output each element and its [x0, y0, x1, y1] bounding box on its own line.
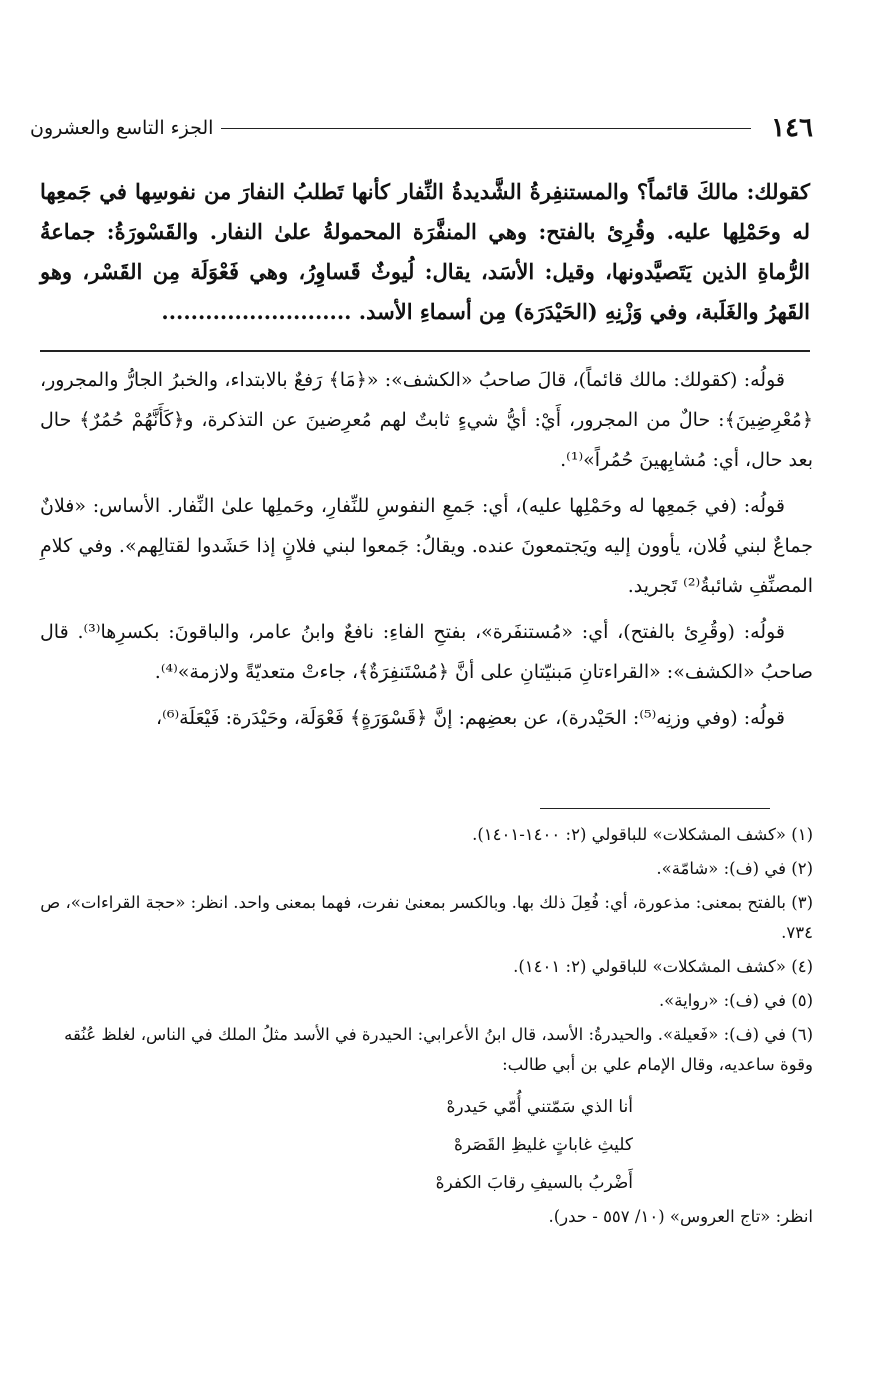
header-rule: [221, 128, 751, 129]
commentary-paragraph-3: قولُه: (وقُرِئ بالفتح)، أي: «مُستنفَرة»، بفتحِ الفاءِ: نافعٌ وابنُ عامر، والباقونَ: بكسرِها⁽³⁾. قال صاحبُ «الكشف»: «القراءتانِ مَبنيّتانِ على أنَّ ﴿مُسْتَنفِرَةٌ﴾، جاءتْ متعديّةً ولازمة»⁽⁴⁾.: [40, 621, 813, 683]
commentary-block: [40, 360, 813, 744]
footnote-6: (٦) في (ف): «فَعيلة». والحيدرةُ: الأسد، قال ابنُ الأعرابي: الحيدرة في الأسد مثلُ الملك في الناس، لغلظ عُنُقه وقوة ساعديه، وقال الإمام علي بن أبي طالب:: [64, 1025, 813, 1074]
footnotes-block: [40, 820, 813, 1232]
main-text-paragraph: كقولك: مالكَ قائماً؟ والمستنفِرةُ الشَّديدةُ النِّفار كأنها تَطلبُ النفارَ من نفوسِها في جَمعِها له وحَمْلِها عليه. وقُرِئ بالفتح: وهي المنفَّرَة المحمولةُ علىٰ النفار. والقَسْورَةُ: جماعةُ الرُّماةِ الذين يَتَصيَّدونها، وقيل: الأسَد، يقال: لُيوثٌ قَساوِرُ، وهي فَعْوَلَة مِن القَسْر، وهو القَهرُ والغَلَبة، وفي وَزْنِهِ (الحَيْدَرَة) مِن أسماءِ الأسد. ..........................: [40, 179, 810, 324]
page-number: ١٤٦: [771, 113, 813, 143]
poem-line-1: أنا الذي سَمّتني أُمّي حَيدرهْ: [446, 1097, 633, 1117]
footnote-1: (١) «كشف المشكلات» للباقولي (٢: ١٤٠٠-١٤٠١).: [472, 825, 813, 844]
footnote-4: (٤) «كشف المشكلات» للباقولي (٢: ١٤٠١).: [513, 957, 813, 976]
commentary-paragraph-1: قولُه: (كقولك: مالك قائماً)، قالَ صاحبُ «الكشف»: «﴿مَا﴾ رَفعٌ بالابتداء، والخبرُ الجارُّ والمجرور، ﴿مُعْرِضِينَ﴾: حالٌ من المجرور، أَيْ: أيُّ شيءٍ ثابتٌ لهم مُعرِضينَ عن التذكرة، و﴿كَأَنَّهُمْ حُمُرٌ﴾ حال بعد حال، أي: مُشابِهينَ حُمُراً»⁽¹⁾.: [40, 369, 813, 471]
running-title: الجزء التاسع والعشرون: [30, 117, 214, 139]
poem-verses: [40, 1088, 633, 1202]
footnote-3: (٣) بالفتح بمعنى: مذعورة، أي: فُعِلَ ذلك بها. وبالكسر بمعنىٰ نفرت، فهما بمعنى واحد. انظر: «حجة القراءات»، ص ٧٣٤.: [40, 893, 813, 942]
page-header: [30, 108, 813, 148]
poem-line-2: كليثِ غاباتٍ غليظِ القَصَرهْ: [453, 1135, 633, 1155]
footnote-5: (٥) في (ف): «رواية».: [658, 991, 813, 1010]
footnote-divider: [540, 808, 770, 809]
main-text-block: [40, 172, 810, 332]
footnote-2: (٢) في (ف): «شامّة».: [656, 859, 813, 878]
section-divider: [40, 350, 810, 352]
commentary-paragraph-4: قولُه: (وفي وزنِه⁽⁵⁾: الحَيْدرة)، عن بعضِهم: إنَّ ﴿قَسْوَرَةٍ﴾ فَعْوَلَة، وحَيْدَرة: فَيْعَلَة⁽⁶⁾،: [156, 707, 785, 729]
poem-reference: انظر: «تاج العروس» (١٠/ ٥٥٧ - حدر).: [548, 1207, 813, 1226]
poem-line-3: أَضْربُ بالسيفِ رقابَ الكفرهْ: [435, 1173, 633, 1193]
commentary-paragraph-2: قولُه: (في جَمعِها له وحَمْلِها عليه)، أي: جَمعِ النفوسِ للنِّفارِ، وحَملِها علىٰ النِّفار. الأساس: «فلانٌ جماعٌ لبني فُلان، يأوون إليه ويَجتمعونَ عنده. ويقالُ: جَمعوا لبني فلانٍ إذا حَشَدوا لقتالِهم». وفي كلامِ المصنِّفِ شائبةُ⁽²⁾ تَجريد.: [40, 495, 813, 597]
